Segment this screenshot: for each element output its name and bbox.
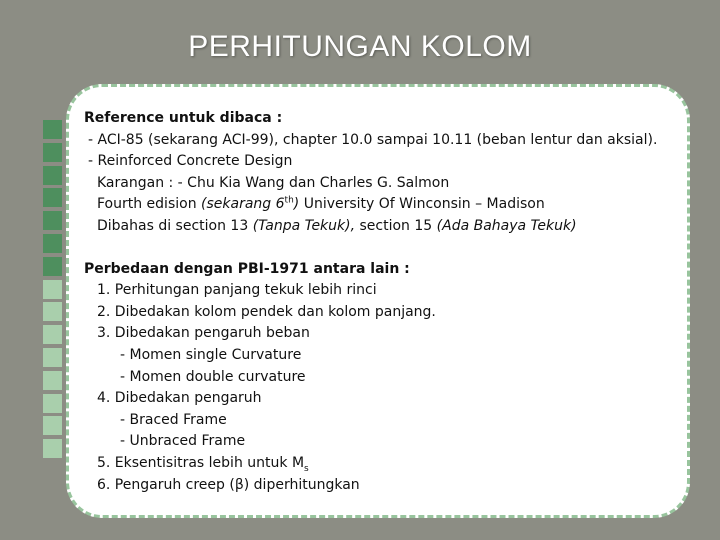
square-icon: [43, 211, 62, 230]
reference-text: Fourth edision: [97, 196, 202, 213]
list-item: 2. Dibedakan kolom pendek dan kolom panjang.: [97, 303, 436, 320]
square-icon: [43, 188, 62, 207]
reference-text: Dibahas di section 13: [97, 217, 253, 234]
square-icon: [43, 302, 62, 321]
square-icon: [43, 325, 62, 344]
reference-heading: Reference untuk dibaca :: [84, 110, 283, 126]
list-item-sub: s: [304, 463, 309, 474]
reference-text: (Tanpa Tekuk),: [252, 217, 356, 234]
reference-line: - Reinforced Concrete Design: [88, 153, 293, 170]
square-icon: [43, 166, 62, 185]
reference-text: section 15: [355, 217, 437, 234]
square-icon: [43, 348, 62, 367]
square-icon: [43, 234, 62, 253]
square-icon: [43, 143, 62, 162]
square-icon: [43, 280, 62, 299]
list-item: 4. Dibedakan pengaruh: [97, 390, 262, 407]
square-icon: [43, 439, 62, 458]
square-icon: [43, 416, 62, 435]
square-icon: [43, 394, 62, 413]
sub-list-item: - Momen double curvature: [120, 368, 306, 385]
differences-heading: Perbedaan dengan PBI-1971 antara lain :: [84, 260, 410, 277]
square-icon: [43, 120, 62, 139]
reference-line: [84, 194, 684, 216]
sub-list-item: - Braced Frame: [120, 411, 227, 428]
list-item: 1. Perhitungan panjang tekuk lebih rinci: [97, 282, 377, 299]
list-item: 3. Dibedakan pengaruh beban: [97, 325, 310, 342]
content-text: [84, 108, 684, 496]
decorative-squares: [43, 120, 63, 462]
reference-text: (Ada Bahaya Tekuk): [436, 217, 577, 234]
square-icon: [43, 257, 62, 276]
reference-line: [84, 216, 684, 238]
reference-line: Karangan : - Chu Kia Wang dan Charles G. Salmon: [97, 174, 450, 191]
list-item: 6. Pengaruh creep (β) diperhitungkan: [97, 476, 360, 493]
reference-text: University Of Winconsin – Madison: [299, 196, 545, 213]
sub-list-item: - Momen single Curvature: [120, 346, 302, 363]
reference-line: - ACI-85 (sekarang ACI-99), chapter 10.0 sampai 10.11 (beban lentur dan aksial).: [88, 131, 658, 148]
spacer: [84, 238, 684, 259]
square-icon: [43, 371, 62, 390]
reference-text: (sekarang 6: [201, 196, 285, 213]
reference-sup: th: [284, 195, 294, 206]
list-item-text: 5. Eksentisitras lebih untuk M: [97, 454, 305, 471]
reference-text: ): [293, 196, 300, 213]
list-item: [84, 453, 684, 475]
slide-title: PERHITUNGAN KOLOM: [188, 30, 532, 63]
sub-list-item: - Unbraced Frame: [120, 433, 246, 450]
